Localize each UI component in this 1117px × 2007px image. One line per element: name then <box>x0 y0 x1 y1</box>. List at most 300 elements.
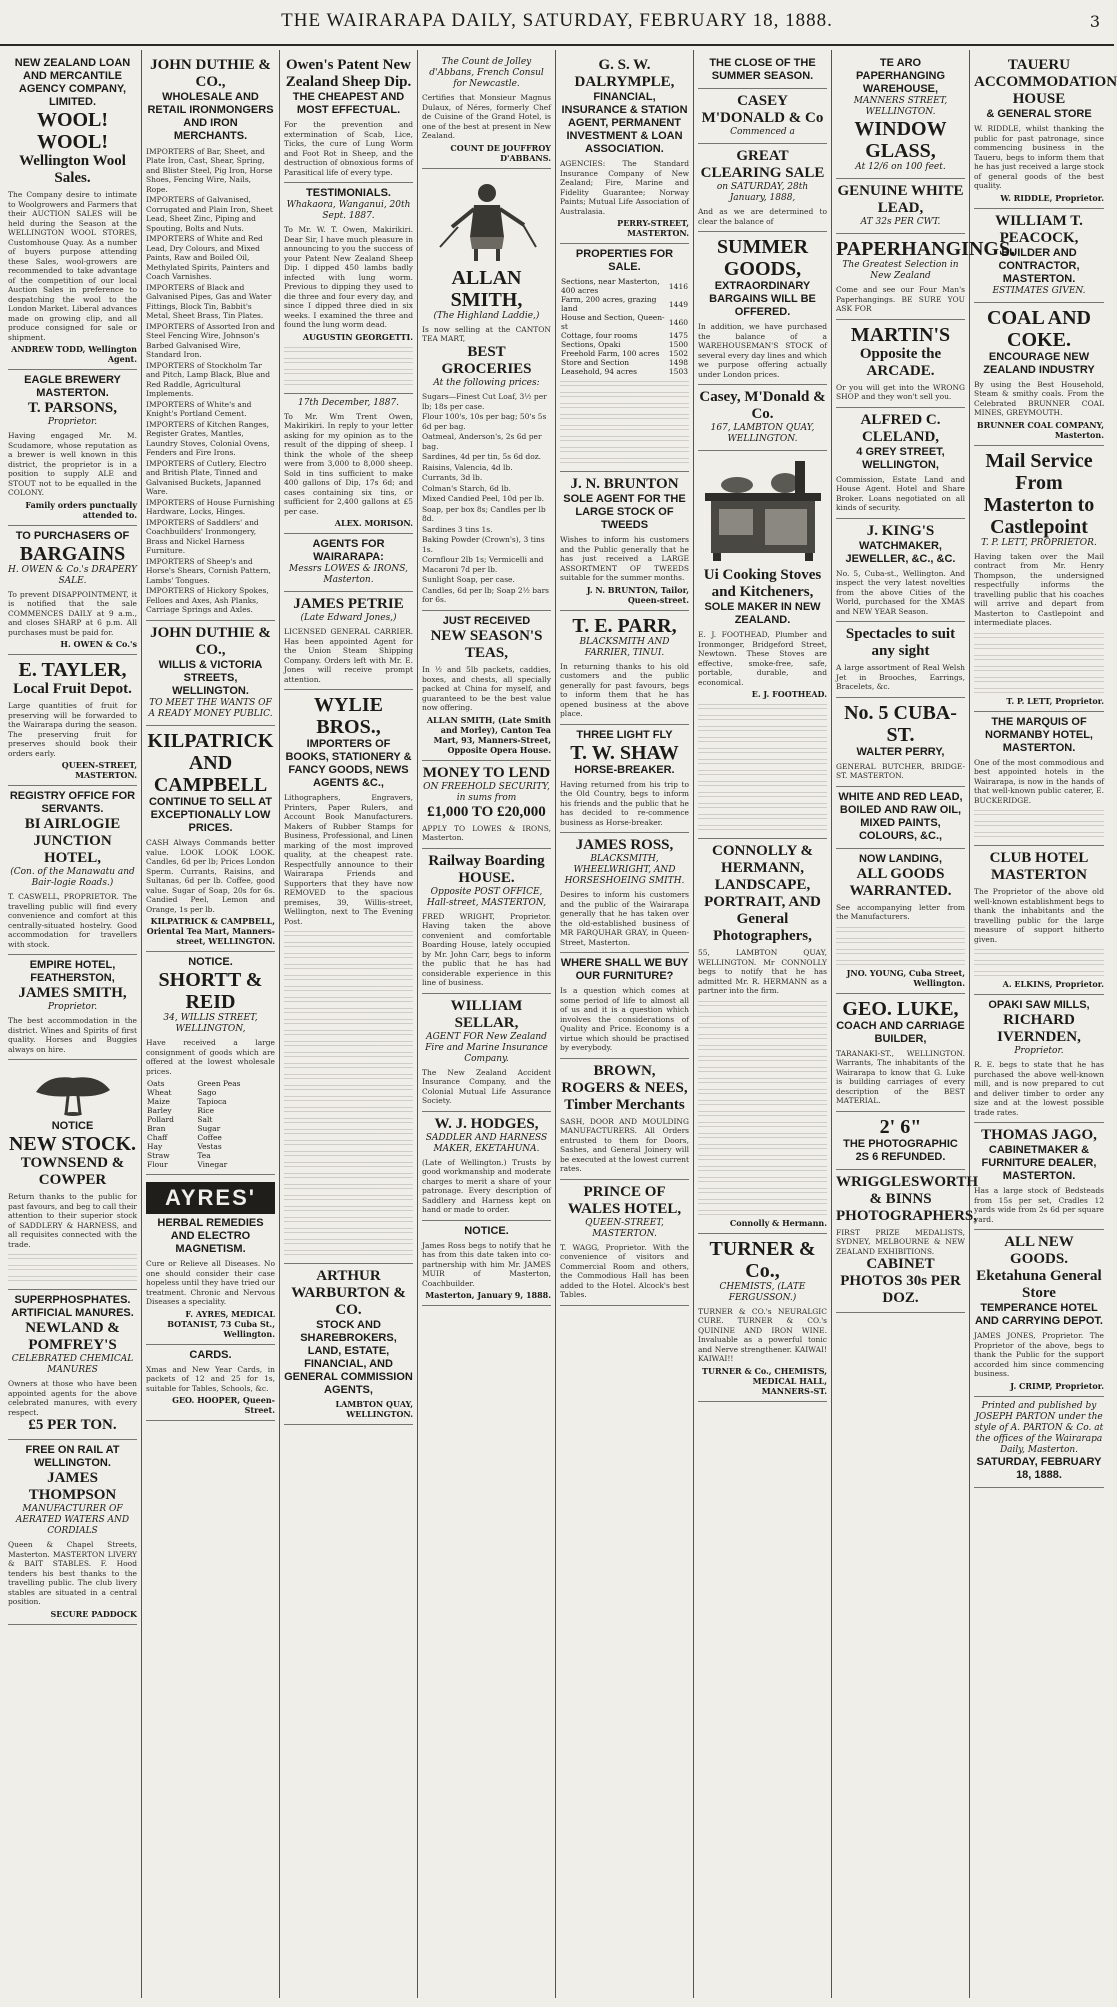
ad-body: Large quantities of fruit for preserving will be forwarded to the Wairarapa during the season. The preserving fruit for preserves should book their orders early. <box>8 701 137 758</box>
advertisement <box>422 1221 551 1307</box>
ad-body: In addition, we have purchased the balance of a WAREHOUSEMAN'S STOCK of several every day lines and which we purpose offering actually under London prices. <box>698 322 827 379</box>
ad-title: WYLIE BROS., <box>314 694 383 738</box>
ad-sign: ALLAN SMITH, (Late Smith and Morley), Canton Tea Mart, 93, Manners-Street, Opposite Opera House. <box>426 714 551 755</box>
ad-head: NEW ZEALAND LOAN AND MERCANTILE AGENCY COMPANY, LIMITED. <box>14 57 131 108</box>
stove-illustration <box>698 459 827 563</box>
table-row: Barley Rice <box>147 1106 215 1115</box>
ad-subtitle: Proprietor. <box>47 417 98 427</box>
ad-body: By using the Best Household, Steam & smithy coals. From the Celebrated BRUNNER COAL MINES, GREYMOUTH. <box>974 379 1104 417</box>
list-item: Sardines, 4d per tin, 5s 6d doz. <box>422 452 542 461</box>
ad-body: No. 5, Cuba-st., Wellington. And inspect the very latest novelties from the above Cities of the World, purchased for the XMAS and NEW YEAR Season. <box>836 568 965 616</box>
ad-sign: E. J. FOOTHEAD. <box>751 689 827 699</box>
ad-subtitle: CHEMISTS, (LATE FERGUSSON.) <box>719 1281 806 1303</box>
ad-subtitle: & GENERAL STORE <box>986 108 1092 120</box>
list-item: Candles, 6d per lb; Soap 2½ bars for 6s. <box>422 585 550 604</box>
ad-head: WHERE SHALL WE BUY OUR FURNITURE? <box>560 957 689 982</box>
advertisement <box>698 839 827 1234</box>
ad-head: AGENTS FOR WAIRARAPA: <box>312 538 385 563</box>
ad-body: Having taken over the Mail contract from Mr. Henry Thompson, the undersigned respectfully informs the travelling public that his coaches will arrive and depart from Masterton to Castlepoint and intermediate places. <box>974 551 1104 627</box>
ad-sign: TURNER & Co., CHEMISTS, MEDICAL HALL, MANNERS-ST. <box>702 1365 827 1396</box>
ad-sign: A. ELKINS, Proprietor. <box>1002 979 1104 989</box>
advertisement <box>836 53 965 179</box>
ad-body: And as we are determined to clear the balance of <box>698 207 827 226</box>
ad-subtitle: TO MEET THE WANTS OF A READY MONEY PUBLIC. <box>148 698 273 719</box>
ad-body: Has a large stock of Bedsteads from 15s per set, Cradles 12 yards wide from 2s 6d per square yard. <box>974 1186 1104 1224</box>
ad-subtitle: Opposite the ARCADE. <box>859 345 942 379</box>
ad-subtitle: BLACKSMITH AND FARRIER, TINUI. <box>579 636 670 658</box>
ad-body: To Mr. W. T. Owen, Makirikiri. Dear Sir, I have much pleasure in announcing to you the success of your Patent New Zealand Sheep Dip. I dipped 450 lambs badly infected with lung worm. Previous to dipping they used to die three and four every day, and since I dipped three died in six weeks. I examined the three and found the lung worm dead. <box>284 225 413 329</box>
imprint <box>974 1397 1104 1488</box>
ad-body: T. WAGG, Proprietor. With the convenience of visitors and Commercial Room and others, the Commodious Hall has been added to the Hotel. Alcock's best Tables. <box>560 1242 689 1299</box>
advertisement <box>8 655 137 786</box>
ad-body: Having returned from his trip to the Old Country, begs to inform his friends and the public that he has decided to re-commence business as Horse-breaker. <box>560 779 689 827</box>
ad-body: James Ross begs to notify that he has from this date taken into co-partnership with him Mr. JAMES MUIR of Masterton, Coachbuilder. <box>422 1240 551 1288</box>
ad-subtitle: Messrs LOWES & IRONS, Masterton. <box>289 564 408 585</box>
ad-body: Desires to inform his customers and the public of the Wairarapa generally that he has taken over the old-established business of MR FARQUHAR GRAY, in Queen-Street, Masterton. <box>560 890 689 947</box>
ad-title: BI AIRLOGIE JUNCTION HOTEL, <box>24 816 121 866</box>
list-item: Sugars—Finest Cut Loaf, 3½ per lb; 18s per case. <box>422 392 547 411</box>
ad-subtitle: (The Highland Laddie,) <box>433 310 540 321</box>
advertisement <box>836 320 965 408</box>
table-row: Leasehold, 94 acres 1503 <box>561 367 688 376</box>
ad-subtitle: HERBAL REMEDIES AND ELECTRO MAGNETISM. <box>157 1217 264 1255</box>
ad-sign: J. CRIMP, Proprietor. <box>1010 1380 1104 1391</box>
column-6 <box>694 50 832 1998</box>
advertisement <box>560 53 689 244</box>
ad-title: Ui Cooking Stoves and Kitcheners, <box>703 567 822 600</box>
advertisement <box>284 690 413 1264</box>
list-item: Colman's Starch, 6d lb. <box>422 483 511 493</box>
advertisement <box>284 534 413 592</box>
ad-title: ALFRED C. CLELAND, <box>860 411 941 445</box>
ad-head: OPAKI SAW MILLS, <box>988 999 1090 1011</box>
ad-subtitle: Timber Merchants <box>564 1096 685 1113</box>
ad-title: PRINCE OF WALES HOTEL, <box>567 1183 682 1217</box>
ad-title: Mail Service From Masterton to Castlepoint <box>983 449 1095 538</box>
ad-body: The Proprietor of the above old well-known establishment begs to thank the inhabitants and the travelling public for the large measure of support hitherto given. <box>974 887 1104 944</box>
ad-title: W. J. HODGES, <box>434 1115 539 1132</box>
ad-sign: ANDREW TODD, Wellington Agent. <box>11 344 137 364</box>
ad-title: SHORTT & REID <box>158 969 263 1013</box>
ad-title: Eketahuna General Store <box>976 1268 1102 1301</box>
advertisement <box>698 89 827 144</box>
advertisement <box>560 833 689 953</box>
ad-subtitle: SOLE AGENT FOR THE LARGE STOCK OF TWEEDS <box>563 493 686 531</box>
ad-title: Owen's Patent New Zealand Sheep Dip. <box>285 57 412 90</box>
ad-title: WOOL! WOOL! <box>36 109 109 153</box>
ad-subtitle: 4 GREY STREET, WELLINGTON, <box>856 445 945 471</box>
advertisement <box>422 611 551 761</box>
price-list <box>422 392 551 606</box>
ad-title: Railway Boarding HOUSE. <box>428 852 545 886</box>
advertisement <box>146 621 275 726</box>
advertisement <box>422 53 551 169</box>
ad-subtitle: AGENT FOR New Zealand Fire and Marine Insurance Company. <box>425 1031 548 1064</box>
ad-sign: PERRY-STREET, MASTERTON. <box>617 218 689 238</box>
table-row: Store and Section 1498 <box>561 358 688 367</box>
advertisement <box>836 1170 979 1314</box>
ad-title: No. 5 CUBA-ST. <box>844 701 957 746</box>
ad-subtitle: 34, WILLIS STREET, WELLINGTON, <box>163 1013 258 1034</box>
ad-head: NOTICE. <box>464 1224 509 1237</box>
ad-sign: GEO. HOOPER, Queen-Street. <box>172 1395 275 1415</box>
table-row: Oats Green Peas <box>147 1079 241 1088</box>
ad-body: See accompanying letter from the Manufacturers. <box>836 902 965 921</box>
ad-title: GEO. LUKE, <box>842 997 959 1020</box>
ad-body: 55, LAMBTON QUAY, WELLINGTON. Mr CONNOLLY begs to notify that he has admitted Mr. R. HERMANN as a partner into the firm. <box>698 948 827 995</box>
ad-sign: Connolly & Hermann. <box>729 1217 827 1228</box>
ad-title: ALL GOODS WARRANTED. <box>849 865 952 899</box>
column-2 <box>142 50 280 1998</box>
ad-subtitle: The Count de Jolley d'Abbans, French Consul for Newcastle. <box>429 57 544 89</box>
ad-body: E. J. FOOTHEAD, Plumber and Ironmonger, Bridgeford Street, Newtown. These Stoves are effective, smoke-free, safe, portable, durable, and economical. <box>698 630 827 687</box>
table-row: House and Section, Queen-st 1460 <box>561 313 688 331</box>
ad-head: EMPIRE HOTEL, FEATHERSTON, <box>29 959 116 984</box>
advertisement <box>8 53 137 370</box>
ad-subtitle: The Greatest Selection in New Zealand <box>842 260 959 281</box>
ad-title: CLUB HOTEL MASTERTON <box>989 850 1089 883</box>
advertisement <box>836 787 965 849</box>
advertisement <box>698 53 827 89</box>
advertisement <box>8 1440 137 1625</box>
ad-title: THOMAS JAGO, <box>981 1127 1097 1143</box>
ad-head: TE ARO PAPERHANGING WAREHOUSE, <box>855 57 946 95</box>
ad-title: JAMES SMITH, <box>18 985 127 1001</box>
ad-head: SUPERPHOSPHATES. ARTIFICIAL MANURES. <box>11 1294 134 1319</box>
ad-sign: CABINET PHOTOS 30s PER DOZ. <box>840 1256 961 1306</box>
advertisement <box>698 451 827 839</box>
ad-subtitle: CABINETMAKER & FURNITURE DEALER, MASTERTON. <box>981 1144 1097 1182</box>
ad-subtitle: Proprietor. <box>1014 1046 1064 1056</box>
column-1 <box>4 50 142 1998</box>
advertisement <box>974 446 1104 712</box>
advertisement <box>974 303 1104 446</box>
ad-body: To Mr. Wm Trent Owen, Makirikiri. In reply to your letter asking for my opinion as to the result of the dipping of sheep. I think the whole of the sheep were from 3,000 to 8,000 sheep. Sold in tins sufficient to make 400 gallons of Dip, 17s 6d; and cases containing six tins, or sufficient for 2,400 gallons at £5 per case. <box>284 411 413 516</box>
ad-title: £1,000 TO £20,000 <box>427 803 546 820</box>
table-row: Sections, Opaki 1500 <box>561 340 688 349</box>
ad-body: A large assortment of Real Welsh Jet in Brooches, Earrings, Bracelets, &c. <box>836 663 965 691</box>
ad-head: JUST RECEIVED <box>442 615 531 627</box>
ad-title: 2' 6" <box>879 1115 922 1138</box>
column-5 <box>556 50 694 1998</box>
ad-title: JAMES THOMPSON <box>28 1470 117 1503</box>
ad-body: Come and see our Four Man's Paperhangings. BE SURE YOU ASK FOR <box>836 285 965 313</box>
advertisement <box>836 1112 965 1170</box>
advertisement <box>284 183 413 394</box>
ad-title: T. W. SHAW <box>570 741 679 764</box>
ad-title: ALLAN SMITH, <box>450 266 523 311</box>
ad-subtitle: MANUFACTURER OF AERATED WATERS AND CORDIALS <box>15 1504 130 1536</box>
list-item: Cornflour 2lb 1s; Vermicelli and Macaroni 7d per lb. <box>422 555 544 574</box>
list-item: IMPORTERS of Black and Galvanised Pipes, Gas and Water Fittings, Block Tin, Babbit's Metal, Sheet Brass, Tin Plates. <box>146 282 272 320</box>
ad-subtitle: AT 32s PER CWT. <box>860 217 941 227</box>
ad-body: Have received a large consignment of goods which are offered at the lowest wholesale prices. <box>146 1038 275 1076</box>
ad-body: Return thanks to the public for past favours, and beg to call their attention to their superior stock of SADDLERY & HARNESS, and all requisites connected with the trade. <box>8 1192 137 1249</box>
advertisement <box>974 846 1104 995</box>
ayres-title: AYRES' <box>146 1182 275 1214</box>
ad-head: ALL NEW GOODS. <box>1004 1234 1074 1267</box>
list-item: IMPORTERS of Sheep's and Horse's Shears, Cornish Pattern, Lambs' Tongues. <box>146 556 271 585</box>
imprint-text: Printed and published by JOSEPH PARTON under the style of A. PARTON & Co. at the offices of the Wairarapa Daily, Masterton. <box>974 1400 1104 1455</box>
advertisement <box>146 952 275 1175</box>
ad-body: Cure or Relieve all Diseases. No one should consider their case hopeless until they have tried our treatment. Chronic and Nervous Diseases a speciality. <box>146 1259 275 1306</box>
ad-title: WILLIAM SELLAR, <box>450 997 523 1031</box>
ad-subtitle: Opposite POST OFFICE, Hall-street, MASTERTON, <box>426 886 547 908</box>
ad-subtitle: (Con. of the Manawatu and Bair-logie Roads.) <box>10 867 135 888</box>
ad-title: KILPATRICK AND CAMPBELL <box>147 730 274 796</box>
ad-head: TESTIMONIALS. <box>306 187 391 199</box>
advertisement <box>836 234 1016 320</box>
ad-title: JAMES ROSS, <box>575 837 674 853</box>
list-item: Currants, 3d lb. <box>422 473 483 482</box>
list-item: IMPORTERS of Hickory Spokes, Felloes and Axes, Ash Planks, Carriage Springs and Axles. <box>146 586 269 614</box>
ad-body: ESTIMATES GIVEN. <box>992 285 1086 296</box>
ad-subtitle: THE CHEAPEST AND MOST EFFECTUAL. <box>292 91 405 116</box>
ad-head: G. S. W. DALRYMPLE, <box>574 57 675 90</box>
list-item: Soap, per box 8s; Candles per lb 8d. <box>422 504 546 523</box>
ad-subtitle: Wellington Wool Sales. <box>19 153 126 186</box>
ad-title: Spectacles to suit any sight <box>845 626 956 659</box>
list-item: Mixed Candied Peel, 10d per lb. <box>422 494 545 503</box>
ad-lead: At the following prices: <box>433 377 540 388</box>
ad-title: J. N. BRUNTON <box>570 476 679 492</box>
ad-subtitle: ON FREEHOLD SECURITY, in sums from <box>423 781 550 803</box>
ad-sign: SECURE PADDOCK <box>50 1608 137 1619</box>
ad-body: Having engaged Mr. M. Scudamore, whose reputation as a brewer is well known in this district, the proprietor is in a position to supply ALE and STOUT not to be equalled in the COLONY. <box>8 431 137 497</box>
list-item: IMPORTERS of White's and Knight's Portland Cement. <box>146 399 252 418</box>
advertisement <box>284 1264 413 1425</box>
ad-sign: F. AYRES, MEDICAL BOTANIST, 73 Cuba St., Wellington. <box>167 1308 275 1339</box>
ad-body: Commission, Estate Land and House Agent. Hotel and Share Broker. Loans negotiated on all kinds of security. <box>836 474 965 512</box>
advertisement <box>836 698 965 787</box>
ad-body: (Late of Wellington.) Trusts by good workmanship and moderate charges to merit a share of your patronage. Every description of Saddlery and Harness kept on hand or made to order. <box>422 1157 551 1214</box>
ad-sign: LAMBTON QUAY, WELLINGTON. <box>335 1399 413 1419</box>
advertisement <box>974 995 1104 1123</box>
ad-sign: COUNT DE JOUFFROY D'ABBANS. <box>450 142 551 163</box>
ad-subtitle: MASTERTON. <box>1002 741 1076 754</box>
advertisement <box>146 1175 275 1345</box>
ad-title: BARGAINS <box>19 542 126 565</box>
ad-title: MARTIN'S <box>850 323 951 346</box>
list-item: IMPORTERS of Bar, Sheet, and Plate Iron, Cast, Shear, Spring, and Blister Steel, Pig Iron, Horse Shoes, Fencing Wire, Nails, Rope. <box>146 146 273 194</box>
ad-body: To prevent DISAPPOINTMENT, it is notified that the sale COMMENCES DAILY at 9 a.m., and closes SHARP at 6 p.m. All purchases must be paid for. <box>8 589 137 637</box>
ad-title: WRIGGLESWORTH & BINNS <box>836 1173 979 1207</box>
ad-subtitle: CELEBRATED CHEMICAL MANURES <box>11 1354 134 1375</box>
advertisement <box>284 53 413 183</box>
ad-body: AGENCIES: The Standard Insurance Company of New Zealand; Fire, Marine and Fidelity Guarantee; Norway Paints; Mutual Life Association of Australasia. <box>560 159 689 216</box>
ad-head: JOHN DUTHIE & CO., <box>150 625 271 658</box>
advertisement <box>422 761 551 849</box>
ad-body: Queen & Chapel Streets, Masterton. MASTERTON LIVERY & BAIT STABLES. F. Hood tenders his best thanks to the travelling public. The club livery stables are situated in a central position. <box>8 1540 137 1606</box>
column-8 <box>970 50 1117 1998</box>
list-item: IMPORTERS of Kitchen Ranges, Register Grates, Mantles, Laundry Stoves, Colonial Ovens, Fenders and Fire Irons. <box>146 419 270 457</box>
ad-subtitle: EXTRAORDINARY BARGAINS WILL BE OFFERED. <box>709 280 816 318</box>
highlander-illustration <box>422 177 551 263</box>
importers-list <box>146 146 275 615</box>
ad-subtitle: WALTER PERRY, <box>856 745 945 758</box>
advertisement <box>698 385 827 451</box>
ad-title: CONNOLLY & HERMANN, <box>712 843 813 876</box>
advertisement <box>974 53 1117 209</box>
ad-subtitle: QUEEN-STREET, MASTERTON. <box>585 1217 664 1239</box>
imprint-date: SATURDAY, FEBRUARY 18, 1888. <box>976 1455 1102 1481</box>
ad-subtitle: 17th December, 1887. <box>297 397 400 408</box>
ad-sign: KILPATRICK & CAMPBELL, Oriental Tea Mart, Manners-street, WELLINGTON. <box>146 916 275 946</box>
ad-title: Casey, M'Donald & Co. <box>699 389 826 422</box>
advertisement <box>836 408 965 519</box>
ad-sign: QUEEN-STREET, MASTERTON. <box>61 760 137 780</box>
ad-subtitle: CONTINUE TO SELL AT EXCEPTIONALLY LOW PRICES. <box>148 796 273 834</box>
ad-body: The best accommodation in the district. Wines and Spirits of first quality. Horses and Buggies always on hire. <box>8 1016 137 1054</box>
ad-body: R. E. begs to state that he has purchased the above well-known mill, and is now prepared to cut and deliver timber to order any size and at the lowest possible trade rates. <box>974 1060 1104 1117</box>
ad-head: EAGLE BREWERY MASTERTON. <box>24 374 121 399</box>
ad-subtitle: THE PHOTOGRAPHIC 2S 6 REFUNDED. <box>843 1137 958 1163</box>
list-item: Baking Powder (Crown's), 3 tins 1s. <box>422 535 545 554</box>
ad-head: JOHN DUTHIE & CO., <box>150 57 271 90</box>
advertisement <box>698 232 827 385</box>
advertisement <box>422 169 551 612</box>
advertisement <box>836 179 965 234</box>
saddle-illustration <box>8 1068 137 1116</box>
ad-subtitle: 167, LAMBTON QUAY, WELLINGTON. <box>710 423 815 444</box>
table-row: Pollard Salt <box>147 1115 213 1124</box>
ad-subtitle: T. P. LETT, PROPRIETOR. <box>981 537 1097 548</box>
ad-body: Lithographers, Engravers, Printers, Paper Rulers, and Account Book Manufacturers. Makers of Rubber Stamps for Business, Professional, and Linen marking of the most improved quality, at the cheapest rate. Respectfully announce to their Wairarapa Friends and Supporters that they have now REMOVED to the spacious premises, 39, Willis-street, Wellington, next to The Evening Post. <box>284 793 413 926</box>
ad-body: Certifies that Monsieur Magnus Dulaux, of Néres, formerly Chef de Cuisine of the Grand Hotel, is one of the best at present in New Zealand. <box>422 93 551 140</box>
ad-subtitle: BLACKSMITH, WHEELWRIGHT, AND HORSESHOEING SMITH. <box>564 854 685 886</box>
ad-sign: Family orders punctually attended to. <box>25 499 137 520</box>
ad-subtitle: H. OWEN & Co.'s DRAPERY SALE. <box>8 564 137 586</box>
advertisement <box>974 1123 1104 1230</box>
ad-title: SUMMER GOODS, <box>716 236 809 280</box>
ad-head: NOTICE. <box>188 956 233 968</box>
ad-subtitle: MANNERS STREET, WELLINGTON. <box>853 96 948 117</box>
advertisement <box>836 994 965 1112</box>
ad-title: BROWN, ROGERS & NEES, <box>561 1062 688 1096</box>
ad-head: CARDS. <box>189 1348 232 1361</box>
advertisement <box>284 394 413 535</box>
ad-sign: Masterton, January 9, 1888. <box>425 1290 551 1300</box>
ad-body: JAMES JONES, Proprietor. The Proprietor of the above, begs to thank the Public for the support accorded him since commencing business. <box>974 1331 1104 1378</box>
table-row: Freehold Farm, 100 acres 1502 <box>561 349 688 358</box>
ad-title: T. PARSONS, <box>27 400 118 416</box>
masthead-title: THE WAIRARAPA DAILY, SATURDAY, FEBRUARY 18, 1888. <box>281 10 833 31</box>
ad-subtitle: WATCHMAKER, JEWELLER, &C., &C. <box>845 539 956 565</box>
ad-title: WILLIS & VICTORIA STREETS, WELLINGTON. <box>158 659 263 697</box>
table-row: Sections, near Masterton, 400 acres 1416 <box>561 277 688 295</box>
advertisement <box>560 725 689 834</box>
ad-body: The Company desire to intimate to Woolgrowers and Farmers that their AUCTION SALES will be held during the Season at the WELLINGTON WOOL STORES, Customhouse Quay. As a number of buyers purpose attending these Sales, wool-growers are recommended to take advantage of the competition of our local Auction Sales in preference to despatching the wool to the London Market. Liberal advances made on growing clip, and all produce consigned for sale or shipment. <box>8 190 137 342</box>
ad-title: T. E. PARR, <box>572 614 677 637</box>
ad-body: CASH Always Commands better value. LOOK LOOK LOOK. Candles, 6d per lb; Prices London Sperm. Currants, Raisins, and Sultanas, 6d per lb. Coffee, good value. Sugar of Soap, 20s for 6s. Candied Peel, Lemon and Orange, 1s per lb. <box>146 838 275 914</box>
ad-body: In ½ and 5lb packets, caddies, boxes, and chests, all specially packed at China for myself, and guaranteed to be the best value now offering. <box>422 665 551 712</box>
table-row: Hay Vestas <box>147 1142 222 1151</box>
ad-title: E. TAYLER, <box>18 659 127 681</box>
ad-subtitle: WHOLESALE AND RETAIL IRONMONGERS AND IRON MERCHANTS. <box>147 91 274 142</box>
ad-title: THE MARQUIS OF NORMANBY HOTEL, <box>985 715 1093 741</box>
ad-sign: AUGUSTIN GEORGETTI. <box>302 331 413 342</box>
advertisement <box>8 1290 137 1440</box>
masthead <box>0 0 1114 46</box>
ad-body: The New Zealand Accident Insurance Company, and the Colonial Mutual Life Assurance Society. <box>422 1067 551 1105</box>
ad-subtitle: Commenced a <box>730 127 795 137</box>
ad-title: CASEY M'DONALD & Co <box>701 93 824 126</box>
table-row: Maize Tapioca <box>147 1097 227 1106</box>
advertisement <box>422 1112 551 1221</box>
ad-body: Is a question which comes at some period of life to almost all of us and it is a question which involves the considerations of Quality and Price. Economy is a virtue which should be practised by everybody. <box>560 986 689 1052</box>
advertisement <box>284 592 413 690</box>
ad-title: THE CLOSE OF THE SUMMER SEASON. <box>709 57 816 82</box>
list-item: Oatmeal, Anderson's, 2s 6d per bag. <box>422 432 542 451</box>
advertisement <box>560 472 689 611</box>
ad-head: BEST GROCERIES <box>441 343 532 377</box>
ad-head: NOW LANDING, <box>858 852 943 865</box>
ad-head: PROPERTIES FOR SALE. <box>575 248 674 273</box>
ad-subtitle: on SATURDAY, 28th January, 1888, <box>716 182 809 203</box>
ad-sign: J. N. BRUNTON, Tailor, Queen-street. <box>586 584 689 605</box>
goods-table <box>146 1079 275 1169</box>
advertisement <box>422 849 551 994</box>
table-row: Flour Vinegar <box>147 1160 228 1169</box>
ad-title: NEW STOCK. <box>8 1133 137 1155</box>
list-item: Flour 100's, 10s per bag; 50's 5s 6d per bag. <box>422 412 547 431</box>
advertisement <box>146 1345 275 1422</box>
ad-head: TO PURCHASERS OF <box>15 529 130 542</box>
ad-body: FRED WRIGHT, Proprietor. Having taken the above convenient and comfortable Boarding House, lately occupied by Mr. John Carr, begs to inform the public that he has had considerable experience in this line of business. <box>422 911 551 987</box>
table-row: Straw Tea <box>147 1151 211 1160</box>
ad-title: ARTHUR WARBURTON & CO. <box>291 1268 406 1318</box>
ad-title: WINDOW GLASS, <box>854 118 947 162</box>
advertisement <box>560 1059 689 1180</box>
ad-body: TARANAKI-ST., WELLINGTON. Warrants, The inhabitants of the Wairarapa to know that G. Luke is building carriages of every description of the BEST MATERIAL. <box>836 1048 965 1105</box>
ad-head: NOTICE <box>51 1120 94 1132</box>
ad-title: JAMES PETRIE <box>293 596 404 612</box>
ad-body: Wishes to inform his customers and the Public generally that he has just received a LARGE ASSORTMENT OF TWEEDS suitable for the summer months. <box>560 535 689 582</box>
advertisement <box>974 712 1104 847</box>
advertisement <box>8 786 137 955</box>
ad-subtitle: FINANCIAL, INSURANCE & STATION AGENT, PERMANENT INVESTMENT & LOAN ASSOCIATION. <box>561 91 688 155</box>
ad-subtitle: PHOTOGRAPHERS, <box>836 1207 977 1224</box>
list-item: IMPORTERS of Cutlery, Electro and British Plate, Tinned and Galvanised Buckets, Japanned Ware. <box>146 458 267 496</box>
advertisement <box>560 953 689 1059</box>
ad-sign: H. OWEN & Co.'s <box>60 639 137 649</box>
ad-title: PAPERHANGINGS. <box>836 238 1016 260</box>
ad-body: TURNER & CO.'s NEURALGIC CURE. TURNER & CO.'s QUININE AND IRON WINE. Invaluable as a powerful tonic and Nerve strengthener. KAIWAI! KAIWAI!! <box>698 1306 827 1363</box>
ad-subtitle: SADDLER AND HARNESS MAKER, EKETAHUNA. <box>425 1132 548 1154</box>
ad-sign: BRUNNER COAL COMPANY, Masterton. <box>976 419 1104 440</box>
table-row: Farm, 200 acres, grazing land 1449 <box>561 295 688 313</box>
ad-title: TURNER & Co., <box>709 1237 816 1282</box>
ad-sign: W. RIDDLE, Proprietor. <box>1000 192 1104 203</box>
table-row: Bran Sugar <box>147 1124 221 1133</box>
ad-body: Owners at those who have been appointed agents for the above celebrated manures, with every respect. <box>8 1379 137 1417</box>
list-item: IMPORTERS of Galvanised, Corrugated and Plain Iron, Sheet Lead, Sheet Zinc, Piping and Spouting, Bolts and Nuts. <box>146 195 273 233</box>
ad-body: At 12/6 on 100 feet. <box>855 162 946 172</box>
column-3 <box>280 50 418 1998</box>
column-7 <box>832 50 1016 1998</box>
ad-body: Xmas and New Year Cards, in packets of 12 and 25 for 1s, suitable for Tables, Schools, &c. <box>146 1364 275 1393</box>
ad-subtitle: Proprietor. <box>47 1002 98 1012</box>
ad-body: One of the most commodious and best appointed hotels in the Wairarapa, is now in the hands of that well-known public caterer, E. BUCKERIDGE. <box>974 757 1104 805</box>
ad-subtitle: LANDSCAPE, PORTRAIT, AND General Photographers, <box>704 877 821 944</box>
advertisement <box>698 144 827 232</box>
ad-body: T. CASWELL, PROPRIETOR. The travelling public will find every convenience and comfort at this centrally-situated hostelry. Good accommodation for travellers with stock. <box>8 892 137 949</box>
ad-body: W. RIDDLE, whilst thanking the public for past patronage, since commencing business in the Taueru, begs to inform them that he has just received a large stock of general goods of the best quality. <box>974 124 1104 190</box>
advertisement <box>8 526 137 656</box>
ad-subtitle: IMPORTERS OF BOOKS, STATIONERY & FANCY GOODS, NEWS AGENTS &C., <box>285 738 412 789</box>
advertisement <box>146 53 275 621</box>
ad-title: NEWLAND & POMFREY'S <box>25 1320 120 1353</box>
